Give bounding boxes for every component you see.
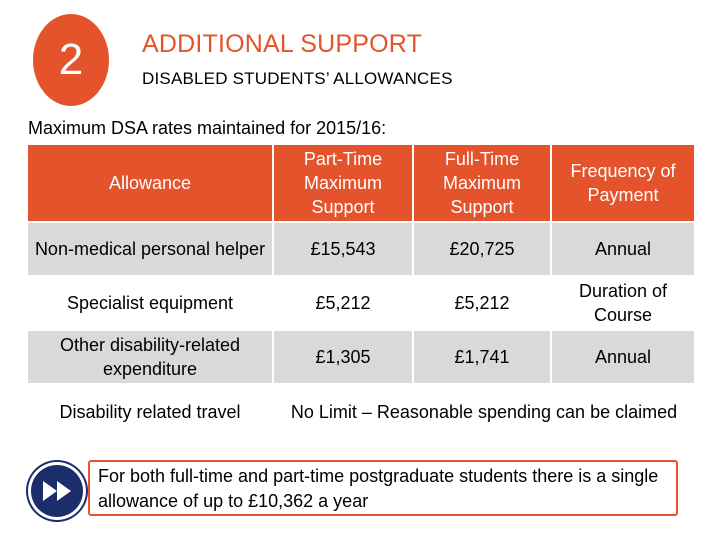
column-header: Full-Time Maximum Support <box>413 144 551 222</box>
table-cell: £15,543 <box>273 222 413 276</box>
table-cell: Non-medical personal helper <box>27 222 273 276</box>
dsa-rates-table <box>26 143 696 441</box>
table-cell-merged: No Limit – Reasonable spending can be claimed <box>273 384 695 440</box>
table-cell: £20,725 <box>413 222 551 276</box>
fast-forward-icon <box>26 460 88 522</box>
column-header: Part-Time Maximum Support <box>273 144 413 222</box>
page-subtitle: DISABLED STUDENTS’ ALLOWANCES <box>142 69 453 88</box>
table-cell: Specialist equipment <box>27 276 273 330</box>
table-cell: Annual <box>551 330 695 384</box>
column-header: Frequency of Payment <box>551 144 695 222</box>
note-callout: For both full-time and part-time postgraduate students there is a single allowance of up to £10,362 a year <box>88 460 678 516</box>
fast-forward-icon <box>40 479 74 503</box>
table-cell: £1,741 <box>413 330 551 384</box>
table-header-row <box>27 144 695 222</box>
table-cell: £5,212 <box>413 276 551 330</box>
page-title: ADDITIONAL SUPPORT <box>142 30 423 58</box>
intro-text: Maximum DSA rates maintained for 2015/16: <box>28 118 387 138</box>
table-row <box>27 222 695 276</box>
table-cell: Disability related travel <box>27 384 273 440</box>
table-cell: Duration of Course <box>551 276 695 330</box>
table-row <box>27 330 695 384</box>
section-number: 2 <box>58 35 84 84</box>
table-cell: £5,212 <box>273 276 413 330</box>
table-row <box>27 384 695 440</box>
section-number-badge <box>33 14 109 106</box>
table-row <box>27 276 695 330</box>
table-cell: £1,305 <box>273 330 413 384</box>
table-cell: Other disability-related expenditure <box>27 330 273 384</box>
column-header: Allowance <box>27 144 273 222</box>
table-cell: Annual <box>551 222 695 276</box>
